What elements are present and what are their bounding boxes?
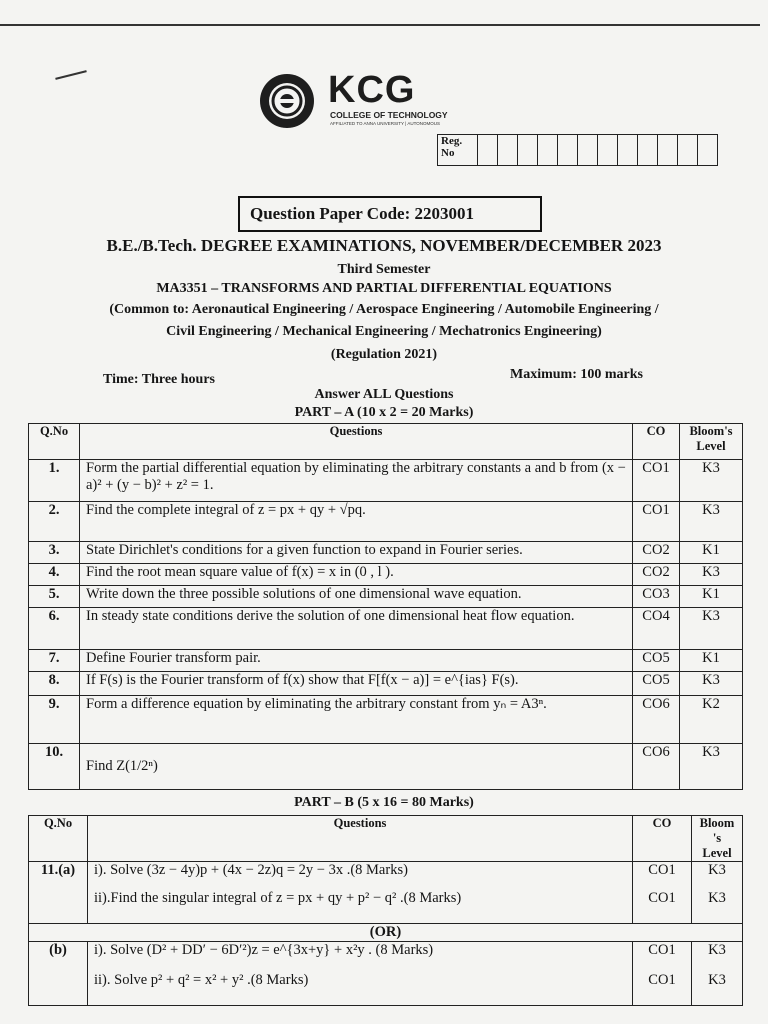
reg-digit-cell[interactable]: [478, 135, 498, 166]
col-questions: Questions: [80, 424, 633, 460]
course-outcome: CO2: [633, 542, 680, 564]
course-outcome: CO6: [633, 744, 680, 790]
question-paper-code: Question Paper Code: 2203001: [238, 196, 542, 232]
blooms-level: K3: [692, 972, 743, 1006]
question-text: Find Z(1/2ⁿ): [80, 744, 633, 790]
question-text: Form the partial differential equation by eliminating the arbitrary constants a and b from (x − a)² + (y − b)² + z² = 1.: [80, 460, 633, 502]
col-questions: Questions: [88, 816, 633, 862]
college-logo: [258, 70, 458, 130]
col-bloom: Bloom's Level: [680, 424, 743, 460]
course-outcome: CO5: [633, 672, 680, 696]
part-a-table: [28, 423, 743, 790]
subject-title: MA3351 – TRANSFORMS AND PARTIAL DIFFERENTIAL EQUATIONS: [156, 281, 612, 296]
course-outcome: CO1: [633, 942, 692, 972]
reg-digit-cell[interactable]: [518, 135, 538, 166]
instructions: Answer ALL Questions: [314, 387, 454, 402]
course-outcome: CO4: [633, 608, 680, 650]
question-text: Form a difference equation by eliminating the arbitrary constant from yₙ = A3ⁿ.: [80, 696, 633, 744]
semester: Third Semester: [337, 262, 431, 277]
course-outcome: CO2: [633, 564, 680, 586]
blooms-level: K3: [680, 502, 743, 542]
question-text: If F(s) is the Fourier transform of f(x) show that F[f(x − a)] = e^{ias} F(s).: [80, 672, 633, 696]
reg-digit-cell[interactable]: [538, 135, 558, 166]
table-row: [29, 460, 743, 502]
page-edge-line: [0, 24, 760, 26]
reg-digit-cell[interactable]: [698, 135, 718, 166]
col-qno: Q.No: [29, 424, 80, 460]
table-row: [29, 744, 743, 790]
question-number: (b): [29, 942, 88, 1006]
blooms-level: K3: [680, 608, 743, 650]
blooms-level: K1: [680, 586, 743, 608]
part-a-title: PART – A (10 x 2 = 20 Marks): [294, 405, 474, 420]
reg-digit-cell[interactable]: [658, 135, 678, 166]
question-text: ii).Find the singular integral of z = px + qy + p² − q² .(8 Marks): [88, 890, 633, 924]
question-text: ii). Solve p² + q² = x² + y² .(8 Marks): [88, 972, 633, 1006]
blooms-level: K3: [680, 672, 743, 696]
blooms-level: K1: [680, 542, 743, 564]
exam-title: B.E./B.Tech. DEGREE EXAMINATIONS, NOVEMBER/DECEMBER 2023: [106, 236, 662, 255]
reg-digit-cell[interactable]: [638, 135, 658, 166]
table-row: [29, 650, 743, 672]
college-brand: KCG: [328, 69, 416, 111]
table-row: [29, 672, 743, 696]
reg-digit-cell[interactable]: [598, 135, 618, 166]
table-row: [29, 502, 743, 542]
blooms-level: K2: [680, 696, 743, 744]
course-outcome: CO1: [633, 502, 680, 542]
question-text: Define Fourier transform pair.: [80, 650, 633, 672]
course-outcome: CO1: [633, 460, 680, 502]
college-name: COLLEGE OF TECHNOLOGY: [330, 110, 448, 120]
question-number: 6.: [29, 608, 80, 650]
question-text: Write down the three possible solutions of one dimensional wave equation.: [80, 586, 633, 608]
question-number: 1.: [29, 460, 80, 502]
table-row: [29, 586, 743, 608]
question-number: 10.: [29, 744, 80, 790]
question-text: i). Solve (3z − 4y)p + (4x − 2z)q = 2y − 3x .(8 Marks): [88, 862, 633, 890]
question-text: State Dirichlet's conditions for a given function to expand in Fourier series.: [80, 542, 633, 564]
blooms-level: K3: [692, 890, 743, 924]
question-text: In steady state conditions derive the solution of one dimensional heat flow equation.: [80, 608, 633, 650]
register-number-box: [437, 134, 718, 166]
table-row: [29, 972, 743, 1006]
question-number: 8.: [29, 672, 80, 696]
table-row: [29, 696, 743, 744]
college-seal-icon: [258, 72, 316, 130]
question-number: 3.: [29, 542, 80, 564]
course-outcome: CO5: [633, 650, 680, 672]
table-row: [29, 608, 743, 650]
reg-digit-cell[interactable]: [678, 135, 698, 166]
exam-duration: Time: Three hours: [103, 372, 216, 387]
part-b-title: PART – B (5 x 16 = 80 Marks): [294, 795, 474, 810]
blooms-level: K3: [680, 564, 743, 586]
pen-mark: [55, 70, 87, 80]
part-b-table: [28, 815, 743, 1006]
course-outcome: CO6: [633, 696, 680, 744]
course-outcome: CO1: [633, 890, 692, 924]
question-text: Find the complete integral of z = px + qy + √pq.: [80, 502, 633, 542]
regulation: (Regulation 2021): [330, 347, 438, 362]
question-number: 9.: [29, 696, 80, 744]
table-row: [29, 942, 743, 972]
col-co: CO: [633, 816, 692, 862]
course-outcome: CO3: [633, 586, 680, 608]
col-co: CO: [633, 424, 680, 460]
common-to-line-1: (Common to: Aeronautical Engineering / Aerospace Engineering / Automobile Engineering /: [109, 302, 659, 317]
blooms-level: K3: [680, 744, 743, 790]
blooms-level: K3: [692, 942, 743, 972]
reg-digit-cell[interactable]: [618, 135, 638, 166]
reg-label: Reg. No: [438, 135, 478, 166]
college-affiliation: AFFILIATED TO ANNA UNIVERSITY | AUTONOMOUS: [330, 121, 441, 126]
question-number: 7.: [29, 650, 80, 672]
table-row: [29, 862, 743, 890]
reg-digit-cell[interactable]: [578, 135, 598, 166]
question-number: 4.: [29, 564, 80, 586]
table-row: [29, 542, 743, 564]
question-number: 11.(a): [29, 862, 88, 924]
blooms-level: K3: [680, 460, 743, 502]
question-text: Find the root mean square value of f(x) = x in (0 , l ).: [80, 564, 633, 586]
reg-digit-cell[interactable]: [558, 135, 578, 166]
question-number: 2.: [29, 502, 80, 542]
or-label: (OR): [29, 924, 743, 942]
col-qno: Q.No: [29, 816, 88, 862]
table-row: [29, 890, 743, 924]
question-text: i). Solve (D² + DD′ − 6D′²)z = e^{3x+y} + x²y . (8 Marks): [88, 942, 633, 972]
table-row: [29, 564, 743, 586]
question-number: 5.: [29, 586, 80, 608]
col-bloom: Bloom 's Level: [692, 816, 743, 862]
course-outcome: CO1: [633, 862, 692, 890]
or-row: [29, 924, 743, 942]
blooms-level: K3: [692, 862, 743, 890]
course-outcome: CO1: [633, 972, 692, 1006]
blooms-level: K1: [680, 650, 743, 672]
reg-digit-cell[interactable]: [498, 135, 518, 166]
max-marks: Maximum: 100 marks: [510, 367, 643, 382]
common-to-line-2: Civil Engineering / Mechanical Engineering / Mechatronics Engineering): [166, 324, 602, 339]
